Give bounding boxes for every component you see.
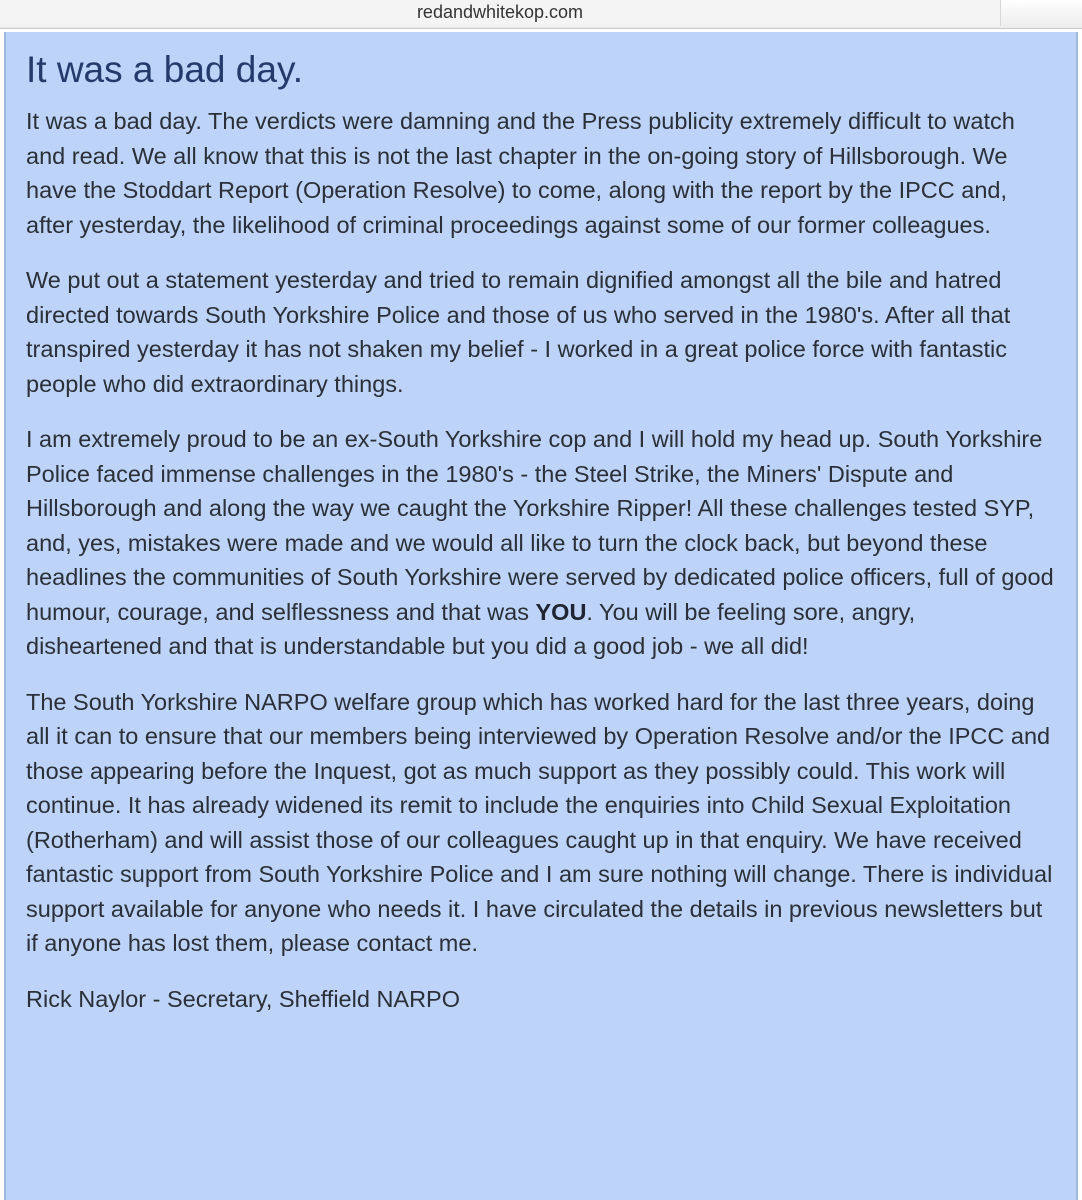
browser-toolbar <box>0 0 1082 29</box>
paragraph-3-text-before: I am extremely proud to be an ex-South Yorkshire cop and I will hold my head up. South Yorkshire Police faced immense challenges in the 1980's - the Steel Strike, the Miners' Dispute and Hillsborough and along the way we caught the Yorkshire Ripper! All these challenges tested SYP, and, yes, mistakes were made and we would all like to turn the clock back, but beyond these headlines the communities of South Yorkshire were served by dedicated police officers, full of good humour, courage, and selflessness and that was <box>26 426 1054 625</box>
article-panel <box>4 32 1078 1200</box>
paragraph-4: The South Yorkshire NARPO welfare group which has worked hard for the last three years, doing all it can to ensure that our members being interviewed by Operation Resolve and/or the IPCC and those appearing before the Inquest, got as much support as they possibly could. This work will continue. It has already widened its remit to include the enquiries into Child Sexual Exploitation (Rotherham) and will assist those of our colleagues caught up in that enquiry. We have received fantastic support from South Yorkshire Police and I am sure nothing will change. There is individual support available for anyone who needs it. I have circulated the details in previous newsletters but if anyone has lost them, please contact me. <box>26 688 1053 956</box>
article-title: It was a bad day. <box>26 49 303 90</box>
url-text: redandwhitekop.com <box>416 2 584 22</box>
paragraph-1: It was a bad day. The verdicts were damning and the Press publicity extremely difficult to watch and read. We all know that this is not the last chapter in the on-going story of Hillsborough. We have the Stoddart Report (Operation Resolve) to come, along with the report by the IPCC and, after yesterday, the likelihood of criminal proceedings against some of our former colleagues. <box>26 108 1015 238</box>
emphasis-you: YOU <box>535 598 587 625</box>
signature: Rick Naylor - Secretary, Sheffield NARPO <box>26 985 461 1012</box>
paragraph-3 <box>26 422 1056 664</box>
paragraph-3-text-after: . You will be feeling sore, angry, disheartened and that is understandable but you did a good job - we all did! <box>26 598 916 659</box>
paragraph-2: We put out a statement yesterday and tried to remain dignified amongst all the bile and hatred directed towards South Yorkshire Police and those of us who served in the 1980's. After all that transpired yesterday it has not shaken my belief - I worked in a great police force with fantastic people who did extraordinary things. <box>26 267 1011 397</box>
address-bar[interactable] <box>0 0 1001 26</box>
